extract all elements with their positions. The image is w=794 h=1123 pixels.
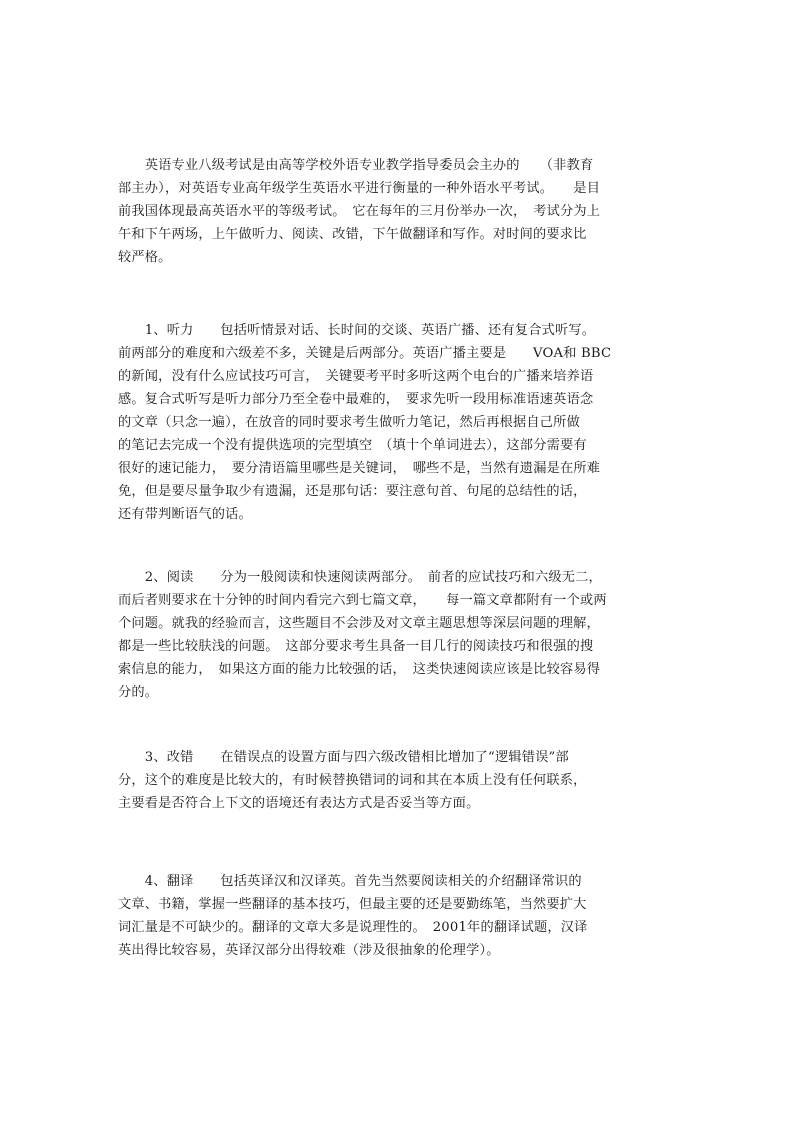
paragraph-line: 2、阅读 分为一般阅读和快速阅读两部分。 前者的应试技巧和六级无二， <box>118 570 602 585</box>
paragraph-line: 的新闻，没有什么应试技巧可言， 关键要考平时多听这两个电台的广播来培养语 <box>118 369 594 384</box>
paragraph-line: 较严格。 <box>118 250 172 265</box>
correction-paragraph <box>118 746 674 815</box>
paragraph-line: 前两部分的难度和六级差不多，关键是后两部分。英语广播主要是 VOA和 BBC <box>118 346 612 361</box>
intro-paragraph <box>118 154 674 269</box>
paragraph-line: 4、翻译 包括英译汉和汉译英。首先当然要阅读相关的介绍翻译常识的 <box>118 874 582 889</box>
reading-paragraph <box>118 566 674 704</box>
paragraph-line: 3、改错 在错误点的设置方面与四六级改错相比增加了“逻辑错误”部 <box>118 750 569 765</box>
paragraph-line: 文章、书籍，掌握一些翻译的基本技巧，但最主要的还是要勤练笔，当然要扩大 <box>118 897 587 912</box>
paragraph-line: 词汇量是不可缺少的。翻译的文章大多是说理性的。 2001年的翻译试题，汉译 <box>118 920 588 935</box>
paragraph-line: 分的。 <box>118 685 159 700</box>
paragraph-line: 前我国体现最高英语水平的等级考试。 它在每年的三月份举办一次， 考试分为上 <box>118 204 601 219</box>
paragraph-line: 主要看是否符合上下文的语境还有表达方式是否妥当等方面。 <box>118 796 480 811</box>
paragraph-line: 的笔记去完成一个没有提供选项的完型填空 （填十个单词进去），这部分需要有 <box>118 438 587 453</box>
paragraph-line: 午和下午两场，上午做听力、阅读、改错，下午做翻译和写作。对时间的要求比 <box>118 227 587 242</box>
paragraph-line: 都是一些比较肤浅的问题。 这部分要求考生具备一目几行的阅读技巧和很强的搜 <box>118 639 594 654</box>
paragraph-line: 而后者则要求在十分钟的时间内看完六到七篇文章， 每一篇文章都附有一个或两 <box>118 593 607 608</box>
paragraph-line: 的文章（只念一遍），在放音的同时要求考生做听力笔记，然后再根据自己所做 <box>118 415 580 430</box>
paragraph-line: 个问题。就我的经验而言，这些题目不会涉及对文章主题思想等深层问题的理解， <box>118 616 600 631</box>
listening-paragraph <box>118 319 674 526</box>
paragraph-line: 1、听力 包括听情景对话、长时间的交谈、英语广播、还有复合式听写。 <box>118 323 596 338</box>
paragraph-line: 部主办），对英语专业高年级学生英语水平进行衡量的一种外语水平考试。 是目 <box>118 181 601 196</box>
paragraph-line: 还有带判断语气的话。 <box>118 507 252 522</box>
paragraph-line: 感。复合式听写是听力部分乃至全卷中最难的， 要求先听一段用标准语速英语念 <box>118 392 594 407</box>
paragraph-line: 分，这个的难度是比较大的，有时候替换错词的词和其在本质上没有任何联系， <box>118 773 587 788</box>
paragraph-line: 英出得比较容易，英译汉部分出得较难（涉及很抽象的伦理学）。 <box>118 943 500 958</box>
paragraph-line: 英语专业八级考试是由高等学校外语专业教学指导委员会主办的 （非教育 <box>118 158 594 173</box>
paragraph-line: 很好的速记能力， 要分清语篇里哪些是关键词， 哪些不是，当然有遗漏是在所难 <box>118 461 601 476</box>
paragraph-line: 索信息的能力， 如果这方面的能力比较强的话， 这类快速阅读应该是比较容易得 <box>118 662 601 677</box>
translation-paragraph <box>118 870 674 962</box>
paragraph-line: 免，但是要尽量争取少有遗漏，还是那句话：要注意句首、句尾的总结性的话， <box>118 484 587 499</box>
